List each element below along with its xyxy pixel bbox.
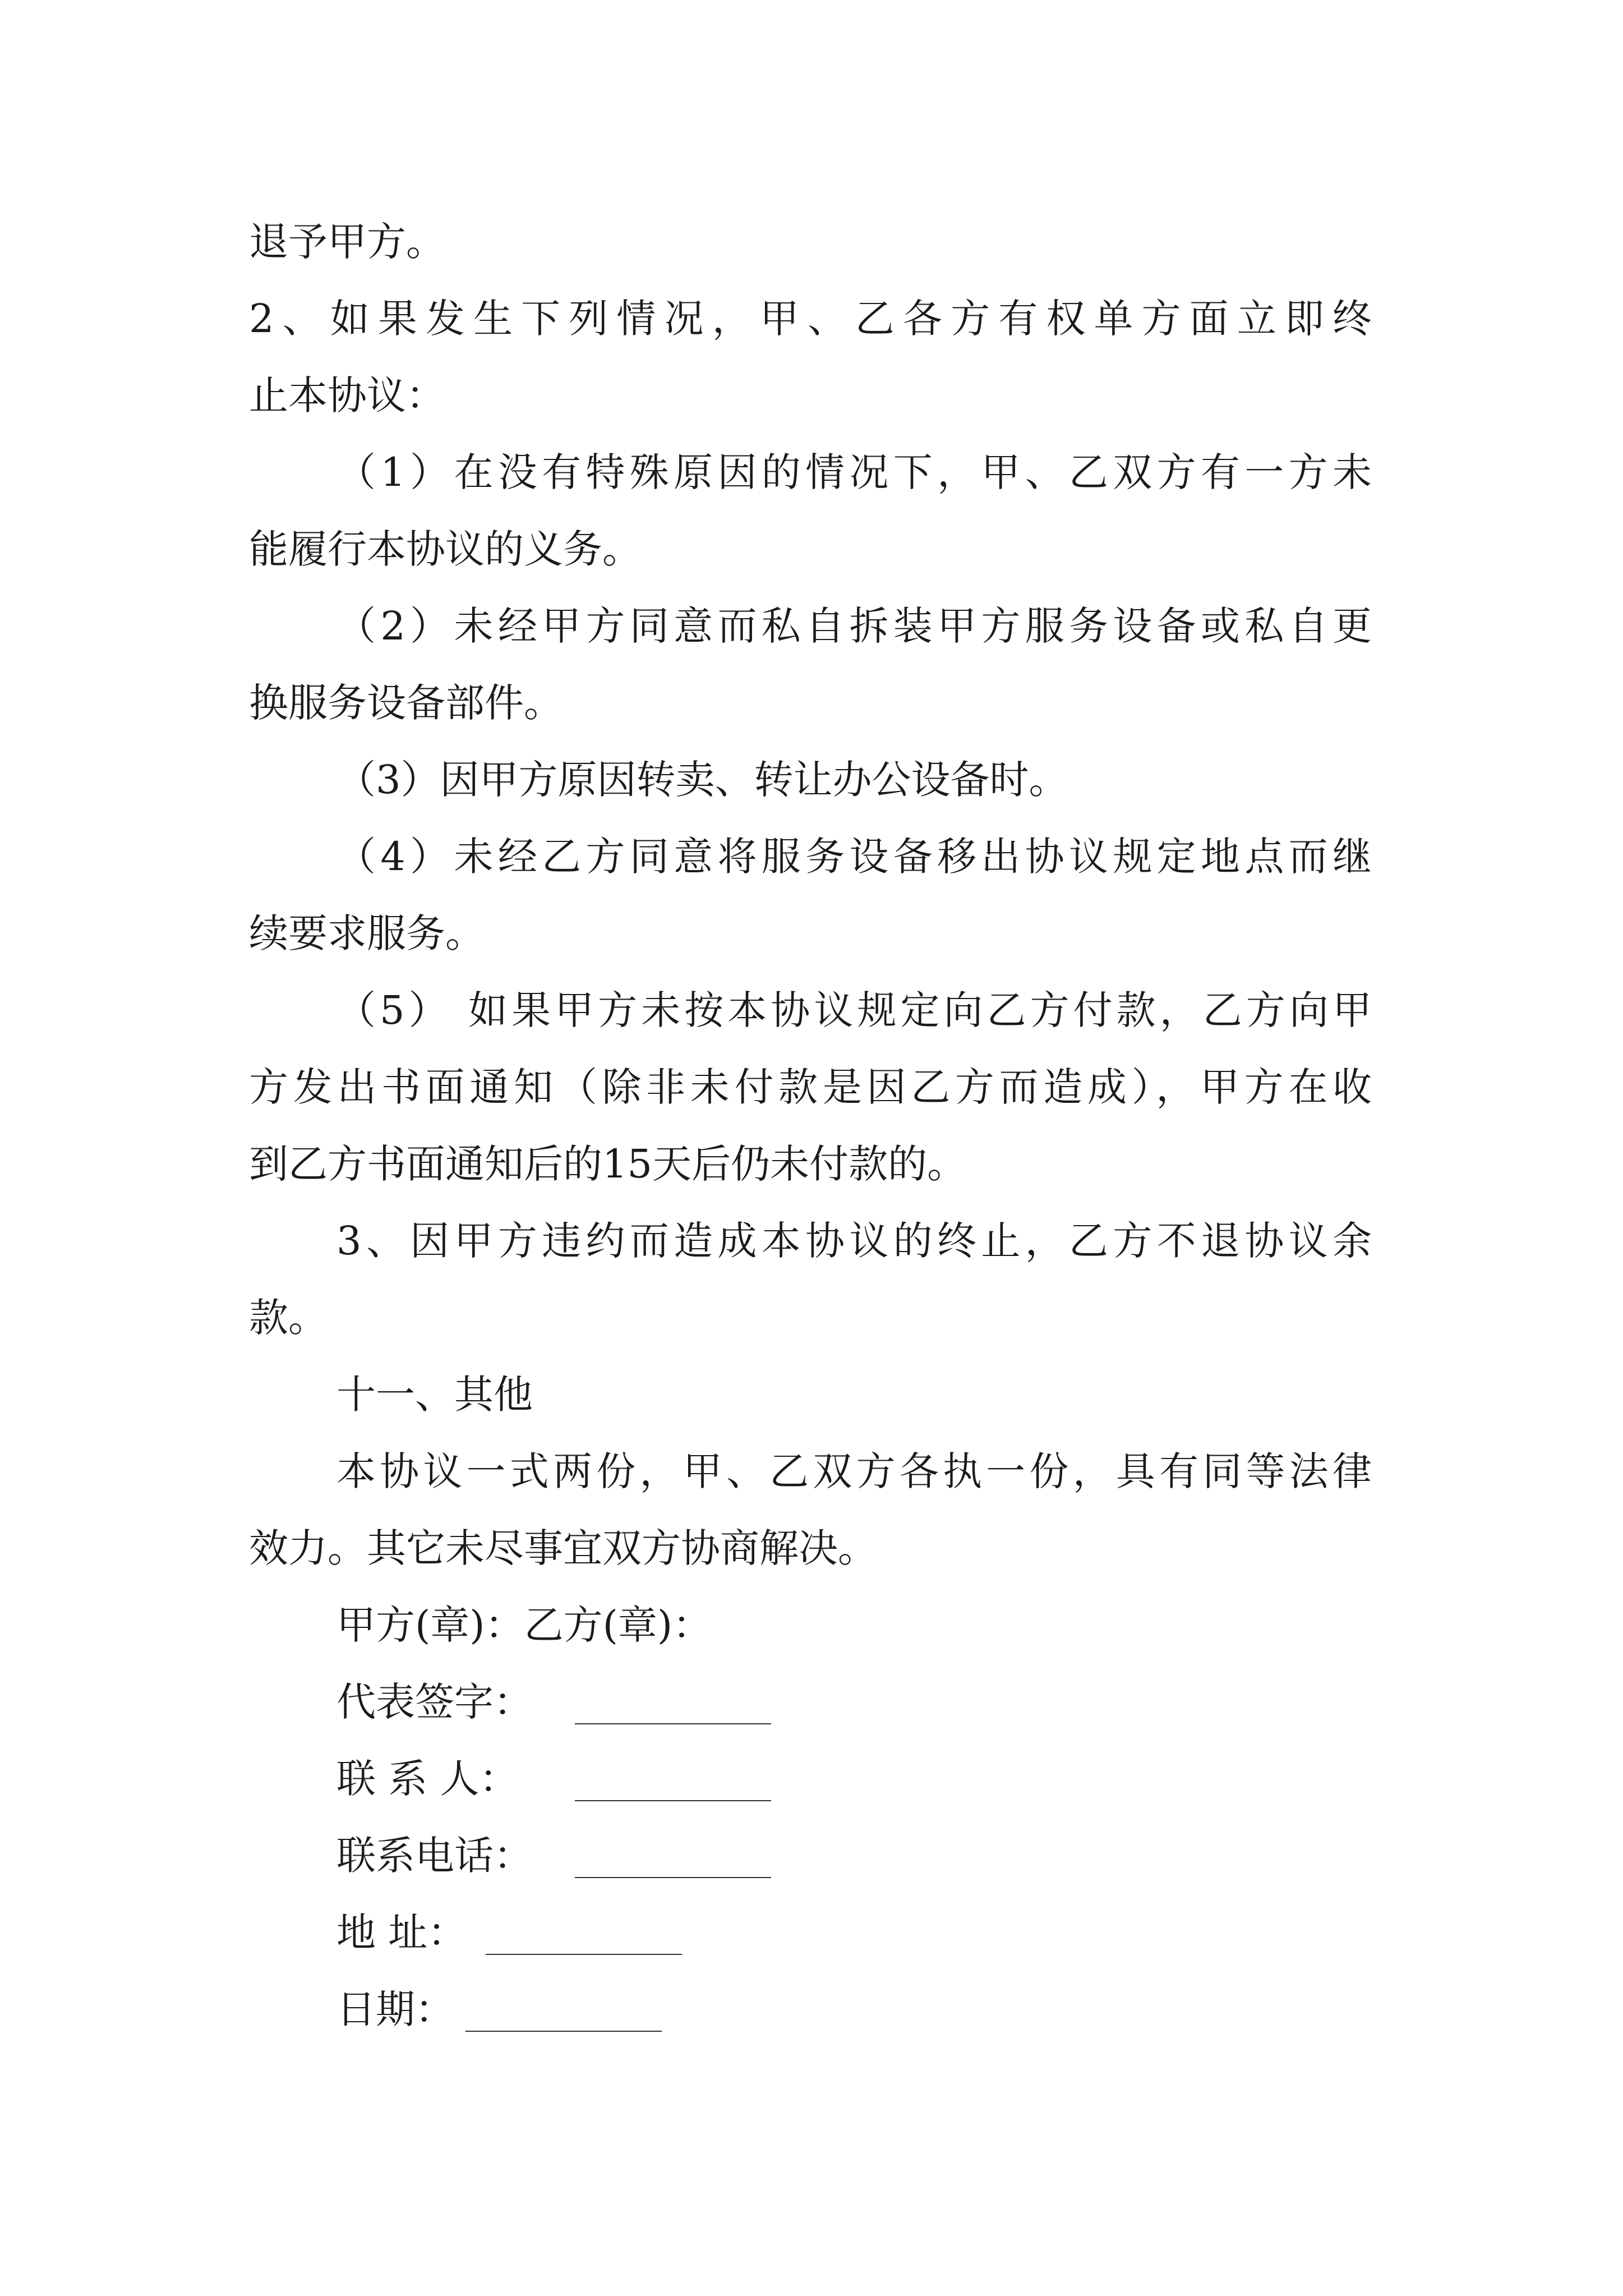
contact-person-label: 联 系 人： [336,1756,519,1802]
paragraph-line: 退予甲方。 [249,219,445,265]
date-label: 日期： [336,1986,454,2032]
paragraph-line: 3、因甲方违约而造成本协议的终止，乙方不退协议余 [336,1218,1372,1264]
phone-label: 联系电话： [336,1833,533,1879]
address-label: 地 址： [336,1910,467,1955]
address-blank [486,1954,682,1955]
paragraph-line: 续要求服务。 [249,910,485,956]
paragraph-line: 方发出书面通知（除非未付款是因乙方而造成），甲方在收 [249,1064,1372,1110]
paragraph-line: 款。 [249,1295,328,1341]
paragraph-line: 2、如果发生下列情况，甲、乙各方有权单方面立即终 [249,296,1372,342]
contact-person-blank [575,1800,771,1801]
paragraph-line: （1）在没有特殊原因的情况下，甲、乙双方有一方未 [336,449,1372,495]
paragraph-line: 效力。其它未尽事宜双方协商解决。 [249,1525,877,1571]
paragraph-line: 换服务设备部件。 [249,680,563,726]
date-blank [465,2031,662,2032]
section-heading: 十一、其他 [336,1372,533,1418]
paragraph-line: 止本协议： [249,372,445,418]
signature-parties: 甲方(章)：乙方(章)： [336,1602,712,1648]
paragraph-line: （2）未经甲方同意而私自拆装甲方服务设备或私自更 [336,603,1372,649]
representative-blank [575,1723,771,1724]
paragraph-line: 本协议一式两份，甲、乙双方各执一份，具有同等法律 [336,1448,1372,1494]
phone-blank [575,1877,771,1878]
representative-label: 代表签字： [336,1679,533,1725]
paragraph-line: （4）未经乙方同意将服务设备移出协议规定地点而继 [336,834,1372,880]
paragraph-line: （3）因甲方原因转卖、转让办公设备时。 [336,757,1068,803]
paragraph-line: 能履行本协议的义务。 [249,526,642,572]
paragraph-line: （5） 如果甲方未按本协议规定向乙方付款，乙方向甲 [336,987,1372,1033]
paragraph-line: 到乙方书面通知后的15天后仍未付款的。 [249,1141,967,1187]
